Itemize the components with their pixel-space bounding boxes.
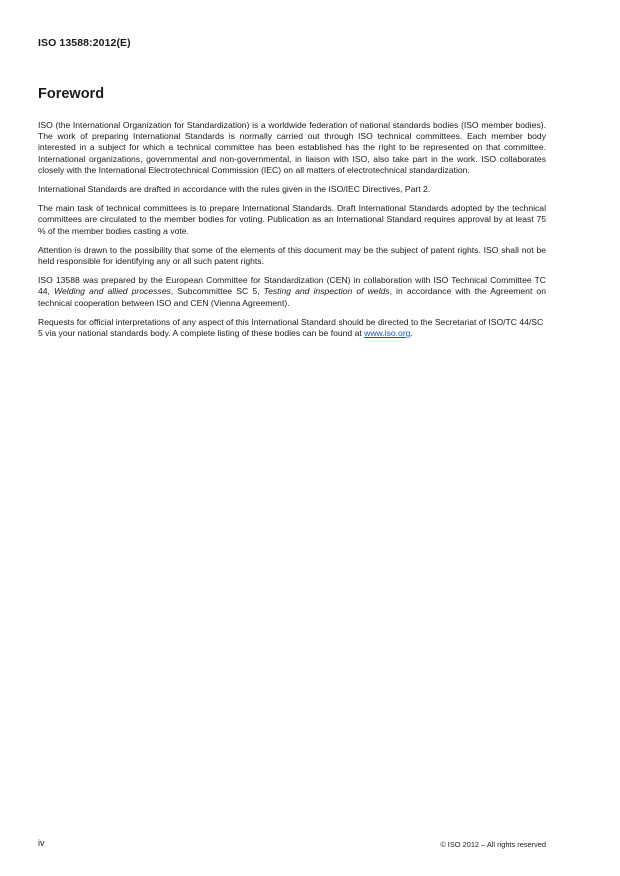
interpretations-text: Requests for official interpretations of any aspect of this International Standard should be directed to the Secretariat of ISO/TC 44/SC 5 via your national standards body. A complete listing of these bodies can be found at — [38, 316, 544, 339]
paragraph-committees-task: The main task of technical committees is to prepare International Standards. Draft International Standards adopted by the technical committees are circulated to the member bodies for voting. Publication as an International Standard requires approval by at least 75 % of the member bodies casting a vote. — [38, 203, 546, 236]
preparation-text-2: , Subcommittee SC 5, — [170, 286, 264, 297]
interpretations-end: . — [410, 328, 413, 339]
paragraph-patent-rights: Attention is drawn to the possibility that some of the elements of this document may be the subject of patent rights. ISO shall not be held responsible for identifying any or all such patent rights. — [38, 244, 546, 267]
iso-website-link[interactable]: www.iso.org — [364, 328, 411, 339]
document-id-header: ISO 13588:2012(E) — [38, 37, 131, 49]
paragraph-preparation — [38, 275, 546, 309]
paragraph-interpretations — [38, 317, 546, 339]
preparation-text-3: , in accordance with the Agreement on technical cooperation between ISO and CEN (Vienna Agreement). — [38, 286, 546, 308]
preparation-text-1: ISO 13588 was prepared by the European Committee for Standardization (CEN) in collaboration with ISO Technical Committee TC 44, — [38, 275, 546, 297]
committee-name-italic: Welding and allied processes — [54, 286, 171, 297]
paragraph-directives: International Standards are drafted in accordance with the rules given in the ISO/IEC Directives, Part 2. — [38, 184, 431, 195]
paragraph-iso-federation: ISO (the International Organization for Standardization) is a worldwide federation of national standards bodies (ISO member bodies). The work of preparing International Standards is normally carried out through ISO technical committees. Each member body interested in a subject for which a technical committee has been established has the right to be represented on that committee. International organizations, governmental and non-governmental, in liaison with ISO, also take part in the work. ISO collaborates closely with the International Electrotechnical Commission (IEC) on all matters of electrotechnical standardization. — [38, 120, 546, 175]
subcommittee-name-italic: Testing and inspection of welds — [263, 286, 390, 297]
page-number: iv — [38, 838, 45, 848]
section-title: Foreword — [38, 86, 105, 102]
copyright-notice: © ISO 2012 – All rights reserved — [440, 840, 546, 849]
foreword-body — [38, 120, 546, 347]
